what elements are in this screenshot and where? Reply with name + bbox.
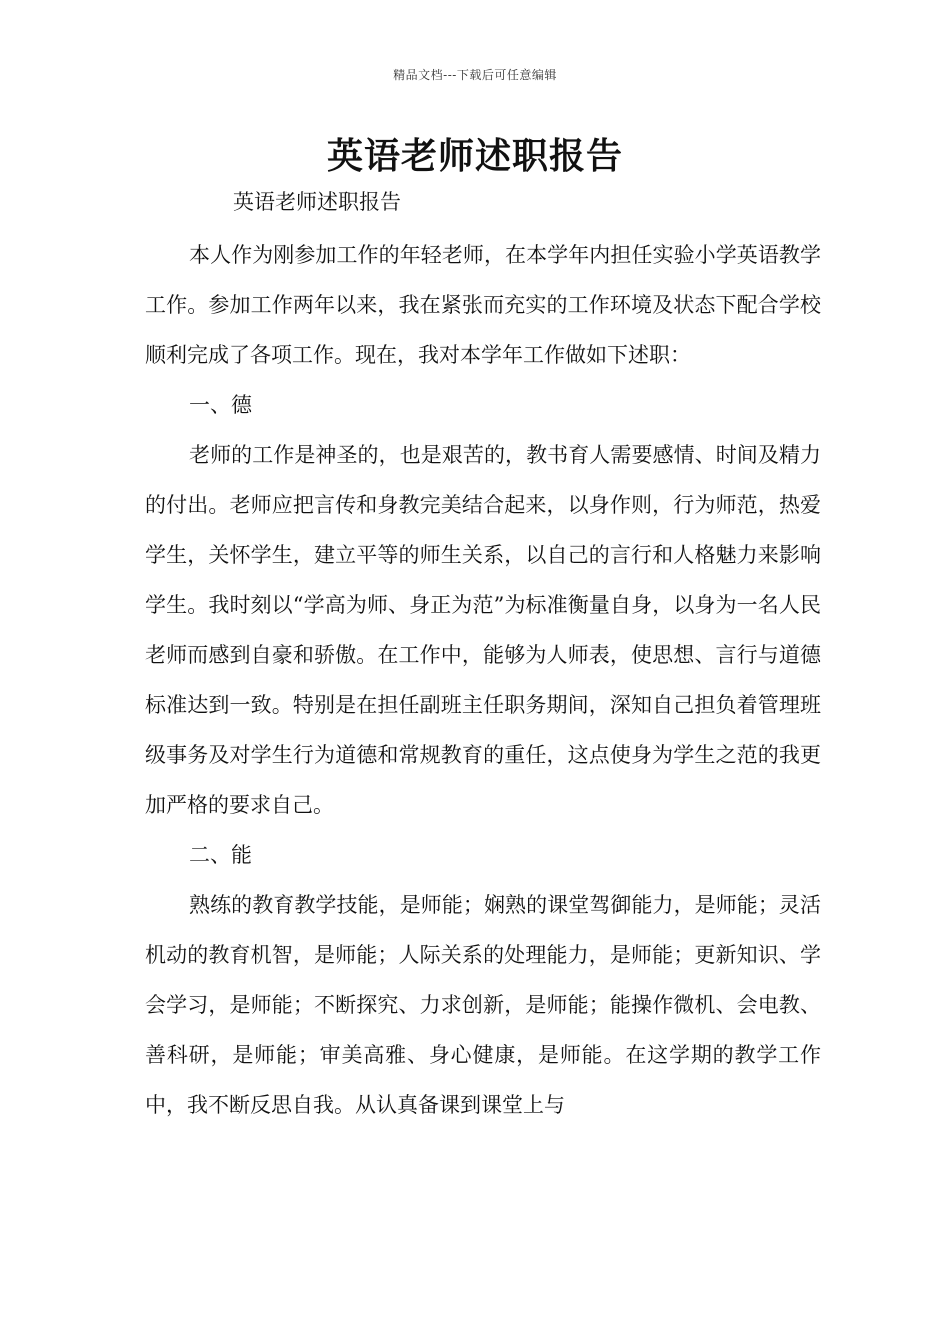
document-subtitle: 英语老师述职报告 xyxy=(233,190,401,214)
document-title: 英语老师述职报告 xyxy=(326,135,623,177)
virtue-paragraph: 老师的工作是神圣的，也是艰苦的，教书育人需要感情、时间及精力的付出。老师应把言传和身教完美结合起来，以身作则，行为师范，热爱学生，关怀学生，建立平等的师生关系，以自己的言行和人格魅力来影响学生。我时刻以“学高为师、身正为范”为标准衡量自身，以身为一名人民老师而感到自豪和骄傲。在工作中，能够为人师表，使思想、言行与道德标准达到一致。特别是在担任副班主任职务期间，深知自己担负着管理班级事务及对学生行为道德和常规教育的重任，这点使身为学生之范的我更加严格的要求自己。 xyxy=(145,443,821,817)
section-heading-ability: 二、能 xyxy=(189,843,252,867)
header-note: 精品文档---下载后可任意编辑 xyxy=(393,68,557,82)
document-body xyxy=(145,230,821,1130)
intro-paragraph: 本人作为刚参加工作的年轻老师，在本学年内担任实验小学英语教学工作。参加工作两年以来，我在紧张而充实的工作环境及状态下配合学校顺利完成了各项工作。现在，我对本学年工作做如下述职： xyxy=(145,243,821,367)
section-heading-virtue: 一、德 xyxy=(189,393,252,417)
ability-paragraph: 熟练的教育教学技能，是师能；娴熟的课堂驾御能力，是师能；灵活机动的教育机智，是师能；人际关系的处理能力，是师能；更新知识、学会学习，是师能；不断探究、力求创新，是师能；能操作微机、会电教、善科研，是师能；审美高雅、身心健康，是师能。在这学期的教学工作中，我不断反思自我。从认真备课到课堂上与 xyxy=(145,893,821,1117)
